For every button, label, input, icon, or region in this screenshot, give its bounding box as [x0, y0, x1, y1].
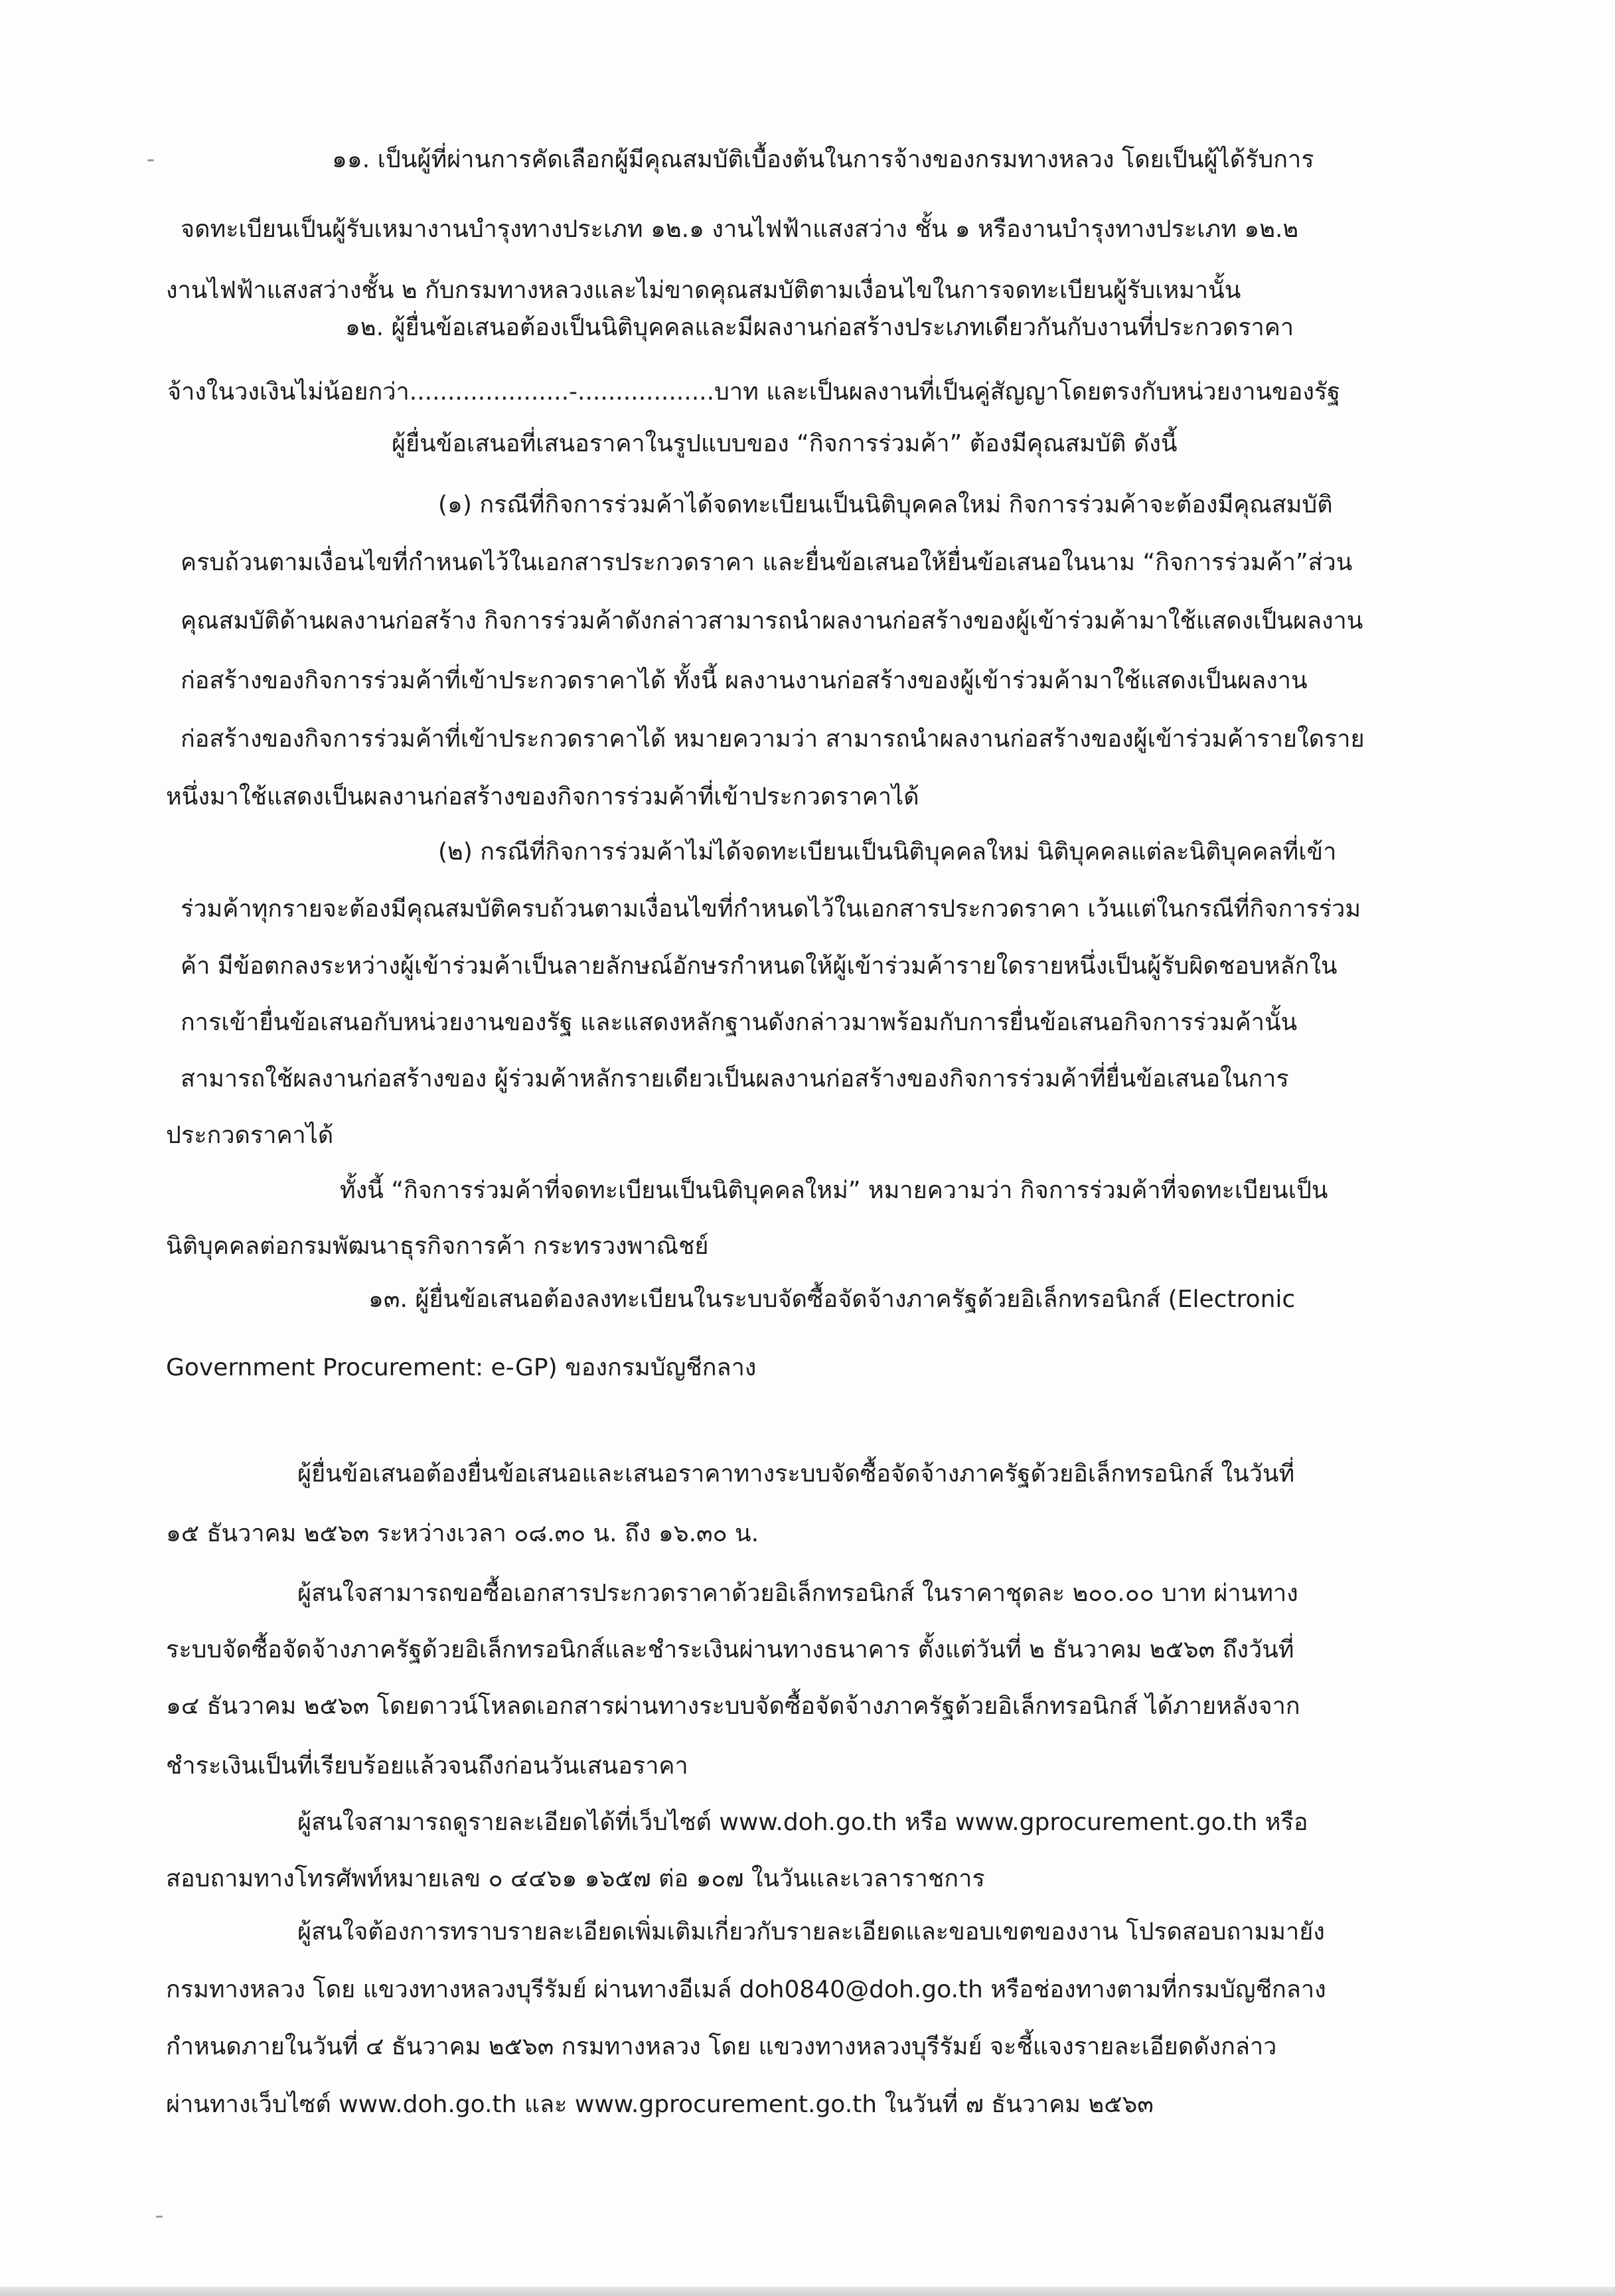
jv-case-2-line-1: (๒) กรณีที่กิจการร่วมค้าไม่ได้จดทะเบียนเป็นนิติบุคคลใหม่ นิติบุคคลแต่ละนิติบุคคลที่เข้า [438, 838, 1337, 866]
document-purchase-line-1: ผู้สนใจสามารถขอซื้อเอกสารประกวดราคาด้วยอิเล็กทรอนิกส์ ในราคาชุดละ ๒๐๐.๐๐ บาท ผ่านทาง [297, 1580, 1298, 1607]
contact-website-line-2: สอบถามทางโทรศัพท์หมายเลข ๐ ๔๔๖๑ ๑๖๕๗ ต่อ ๑๐๗ ในวันและเวลาราชการ [166, 1865, 985, 1892]
bid-submission-line-1: ผู้ยื่นข้อเสนอต้องยื่นข้อเสนอและเสนอราคาทางระบบจัดซื้อจัดจ้างภาครัฐด้วยอิเล็กทรอนิกส์ ในวันที่ [297, 1460, 1295, 1488]
clause-11-line-3: งานไฟฟ้าแสงสว่างชั้น ๒ กับกรมทางหลวงและไม่ขาดคุณสมบัติตามเงื่อนไขในการจดทะเบียนผู้รับเหมานั้น [166, 277, 1241, 304]
jv-case-1-line-1: (๑) กรณีที่กิจการร่วมค้าได้จดทะเบียนเป็นนิติบุคคลใหม่ กิจการร่วมค้าจะต้องมีคุณสมบัติ [438, 491, 1333, 518]
clause-12-line-2: จ้างในวงเงินไม่น้อยกว่า.....................-..................บาท และเป็นผลงานที่เป็นคู่สัญญาโดยตรงกับหน่วยงานของรัฐ [167, 378, 1341, 406]
document-purchase-line-4: ชำระเงินเป็นที่เรียบร้อยแล้วจนถึงก่อนวันเสนอราคา [166, 1752, 688, 1780]
further-info-line-3: กำหนดภายในวันที่ ๔ ธันวาคม ๒๕๖๓ กรมทางหลวง โดย แขวงทางหลวงบุรีรัมย์ จะชี้แจงรายละเอียดดังกล่าว [166, 2033, 1277, 2060]
jv-case-1-line-3: คุณสมบัติด้านผลงานก่อสร้าง กิจการร่วมค้าดังกล่าวสามารถนำผลงานก่อสร้างของผู้เข้าร่วมค้ามาใช้แสดงเป็นผลงาน [181, 607, 1363, 635]
jv-definition-line-2: นิติบุคคลต่อกรมพัฒนาธุรกิจการค้า กระทรวงพาณิชย์ [166, 1233, 709, 1260]
jv-case-1-line-5: ก่อสร้างของกิจการร่วมค้าที่เข้าประกวดราคาได้ หมายความว่า สามารถนำผลงานก่อสร้างของผู้เข้าร่วมค้ารายใดราย [181, 726, 1365, 753]
jv-case-2-line-4: การเข้ายื่นข้อเสนอกับหน่วยงานของรัฐ และแสดงหลักฐานดังกล่าวมาพร้อมกับการยื่นข้อเสนอกิจการร่วมค้านั้น [181, 1009, 1298, 1036]
further-info-line-2: กรมทางหลวง โดย แขวงทางหลวงบุรีรัมย์ ผ่านทางอีเมล์ doh0840@doh.go.th หรือช่องทางตามที่กรมบัญชีกลาง [166, 1976, 1326, 2003]
scan-speck [147, 159, 154, 161]
jv-case-1-line-2: ครบถ้วนตามเงื่อนไขที่กำหนดไว้ในเอกสารประกวดราคา และยื่นข้อเสนอให้ยื่นข้อเสนอในนาม “กิจการร่วมค้า”ส่วน [181, 549, 1353, 576]
further-info-line-4: ผ่านทางเว็บไซต์ www.doh.go.th และ www.gprocurement.go.th ในวันที่ ๗ ธันวาคม ๒๕๖๓ [166, 2091, 1154, 2118]
clause-13-line-1: ๑๓. ผู้ยื่นข้อเสนอต้องลงทะเบียนในระบบจัดซื้อจัดจ้างภาครัฐด้วยอิเล็กทรอนิกส์ (Electronic [368, 1286, 1296, 1313]
clause-13-line-2: Government Procurement: e-GP) ของกรมบัญชีกลาง [166, 1354, 757, 1381]
jv-case-1-line-6: หนึ่งมาใช้แสดงเป็นผลงานก่อสร้างของกิจการร่วมค้าที่เข้าประกวดราคาได้ [166, 783, 919, 810]
clause-12-line-1: ๑๒. ผู้ยื่นข้อเสนอต้องเป็นนิติบุคคลและมีผลงานก่อสร้างประเภทเดียวกันกับงานที่ประกวดราคา [345, 314, 1294, 341]
jv-definition-line-1: ทั้งนี้ “กิจการร่วมค้าที่จดทะเบียนเป็นนิติบุคคลใหม่” หมายความว่า กิจการร่วมค้าที่จดทะเบียนเป็น [340, 1177, 1328, 1204]
further-info-line-1: ผู้สนใจต้องการทราบรายละเอียดเพิ่มเติมเกี่ยวกับรายละเอียดและขอบเขตของงาน โปรดสอบถามมายัง [297, 1918, 1325, 1946]
document-purchase-line-3: ๑๔ ธันวาคม ๒๕๖๓ โดยดาวน์โหลดเอกสารผ่านทางระบบจัดซื้อจัดจ้างภาครัฐด้วยอิเล็กทรอนิกส์ ได้ภายหลังจาก [166, 1693, 1300, 1720]
clause-11-line-1: ๑๑. เป็นผู้ที่ผ่านการคัดเลือกผู้มีคุณสมบัติเบื้องต้นในการจ้างของกรมทางหลวง โดยเป็นผู้ได้รับการ [332, 146, 1314, 173]
joint-venture-intro: ผู้ยื่นข้อเสนอที่เสนอราคาในรูปแบบของ “กิจการร่วมค้า” ต้องมีคุณสมบัติ ดังนี้ [392, 430, 1178, 457]
jv-case-2-line-6: ประกวดราคาได้ [166, 1122, 334, 1149]
jv-case-2-line-5: สามารถใช้ผลงานก่อสร้างของ ผู้ร่วมค้าหลักรายเดียวเป็นผลงานก่อสร้างของกิจการร่วมค้าที่ยื่นข้อเสนอในการ [181, 1065, 1289, 1093]
jv-case-2-line-3: ค้า มีข้อตกลงระหว่างผู้เข้าร่วมค้าเป็นลายลักษณ์อักษรกำหนดให้ผู้เข้าร่วมค้ารายใดรายหนึ่งเป็นผู้รับผิดชอบหลักใน [181, 953, 1338, 980]
contact-website-line-1: ผู้สนใจสามารถดูรายละเอียดได้ที่เว็บไซต์ www.doh.go.th หรือ www.gprocurement.go.th หรือ [297, 1809, 1308, 1836]
jv-case-2-line-2: ร่วมค้าทุกรายจะต้องมีคุณสมบัติครบถ้วนตามเงื่อนไขที่กำหนดไว้ในเอกสารประกวดราคา เว้นแต่ในกรณีที่กิจการร่วม [181, 895, 1361, 923]
jv-case-1-line-4: ก่อสร้างของกิจการร่วมค้าที่เข้าประกวดราคาได้ ทั้งนี้ ผลงานงานก่อสร้างของผู้เข้าร่วมค้ามาใช้แสดงเป็นผลงาน [181, 667, 1308, 694]
scan-speck [156, 2216, 163, 2218]
scan-bottom-edge [0, 2287, 1615, 2296]
document-purchase-line-2: ระบบจัดซื้อจัดจ้างภาครัฐด้วยอิเล็กทรอนิกส์และชำระเงินผ่านทางธนาคาร ตั้งแต่วันที่ ๒ ธันวาคม ๒๕๖๓ ถึงวันที่ [166, 1636, 1294, 1663]
clause-11-line-2: จดทะเบียนเป็นผู้รับเหมางานบำรุงทางประเภท ๑๒.๑ งานไฟฟ้าแสงสว่าง ชั้น ๑ หรืองานบำรุงทางประเภท ๑๒.๒ [181, 216, 1299, 243]
bid-submission-line-2: ๑๕ ธันวาคม ๒๕๖๓ ระหว่างเวลา ๐๘.๓๐ น. ถึง ๑๖.๓๐ น. [166, 1520, 759, 1547]
